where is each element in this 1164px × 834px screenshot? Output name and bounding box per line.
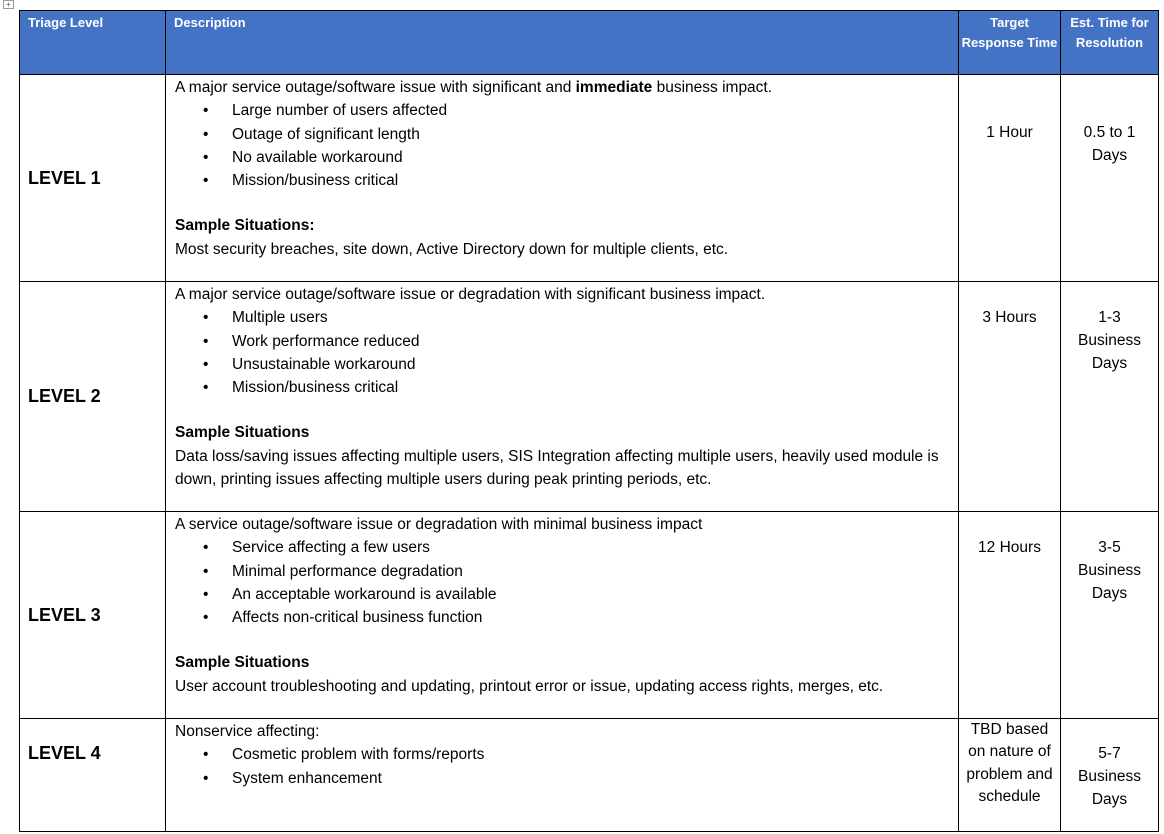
sample-situations-text: Most security breaches, site down, Active Directory down for multiple clients, etc.: [175, 240, 729, 258]
target-response-value: 1 Hour: [959, 75, 1061, 282]
sample-situations-label: Sample Situations: [175, 424, 310, 442]
level-label: LEVEL 3: [20, 512, 166, 719]
description-intro: A major service outage/software issue or degradation with significant business impact.: [175, 286, 766, 303]
list-item: • Outage of significant length: [203, 125, 420, 143]
bullet-list: [175, 99, 952, 192]
list-item: • Large number of users affected: [203, 102, 448, 120]
bullet-list: [175, 306, 952, 399]
table-row: [20, 512, 1159, 719]
target-response-value: 3 Hours: [959, 282, 1061, 512]
triage-table: [19, 10, 1159, 832]
list-item: • Multiple users: [203, 309, 328, 327]
list-item: • No available workaround: [203, 148, 403, 166]
description-cell: [166, 719, 959, 832]
description-intro: Nonservice affecting:: [175, 723, 320, 740]
bullet-list: [175, 743, 952, 790]
list-item: • Unsustainable workaround: [203, 355, 416, 373]
resolution-value: 0.5 to 1 Days: [1061, 75, 1159, 282]
table-row: [20, 282, 1159, 512]
resolution-value: 5-7 Business Days: [1061, 719, 1159, 832]
target-response-value: 12 Hours: [959, 512, 1061, 719]
list-item: • Mission/business critical: [203, 379, 399, 397]
table-row: [20, 75, 1159, 282]
level-label: LEVEL 2: [20, 282, 166, 512]
list-item: • System enhancement: [203, 769, 382, 787]
list-item: • Minimal performance degradation: [203, 562, 463, 580]
description-cell: [166, 282, 959, 512]
level-label: LEVEL 4: [20, 719, 166, 832]
resolution-value: 1-3 Business Days: [1061, 282, 1159, 512]
description-cell: [166, 512, 959, 719]
sample-situations-label: Sample Situations:: [175, 217, 315, 235]
bullet-list: [175, 536, 952, 629]
description-intro: A service outage/software issue or degradation with minimal business impact: [175, 516, 703, 533]
list-item: • Cosmetic problem with forms/reports: [203, 746, 485, 764]
level-label: LEVEL 1: [20, 75, 166, 282]
table-row: [20, 719, 1159, 832]
list-item: • An acceptable workaround is available: [203, 585, 497, 603]
resolution-value: 3-5 Business Days: [1061, 512, 1159, 719]
target-response-value: TBD based on nature of problem and schedule: [959, 719, 1061, 832]
table-header-row: [20, 11, 1159, 75]
list-item: • Work performance reduced: [203, 332, 420, 350]
list-item: • Service affecting a few users: [203, 539, 430, 557]
description-cell: [166, 75, 959, 282]
header-target-response: Target Response Time: [959, 11, 1061, 75]
sample-situations-text: Data loss/saving issues affecting multiple users, SIS Integration affecting multiple users, heavily used module is down, printing issues affecting multiple users during peak printing periods, etc.: [175, 447, 939, 489]
header-est-time: Est. Time for Resolution: [1061, 11, 1159, 75]
header-description: Description: [166, 11, 959, 75]
list-item: • Affects non-critical business function: [203, 609, 483, 627]
sample-situations-label: Sample Situations: [175, 654, 310, 672]
header-triage-level: Triage Level: [20, 11, 166, 75]
sample-situations-text: User account troubleshooting and updating, printout error or issue, updating access rights, merges, etc.: [175, 677, 884, 695]
list-item: • Mission/business critical: [203, 172, 399, 190]
description-intro: A major service outage/software issue with significant and immediate business impact.: [175, 79, 773, 96]
table-move-handle-icon[interactable]: +: [3, 0, 14, 9]
